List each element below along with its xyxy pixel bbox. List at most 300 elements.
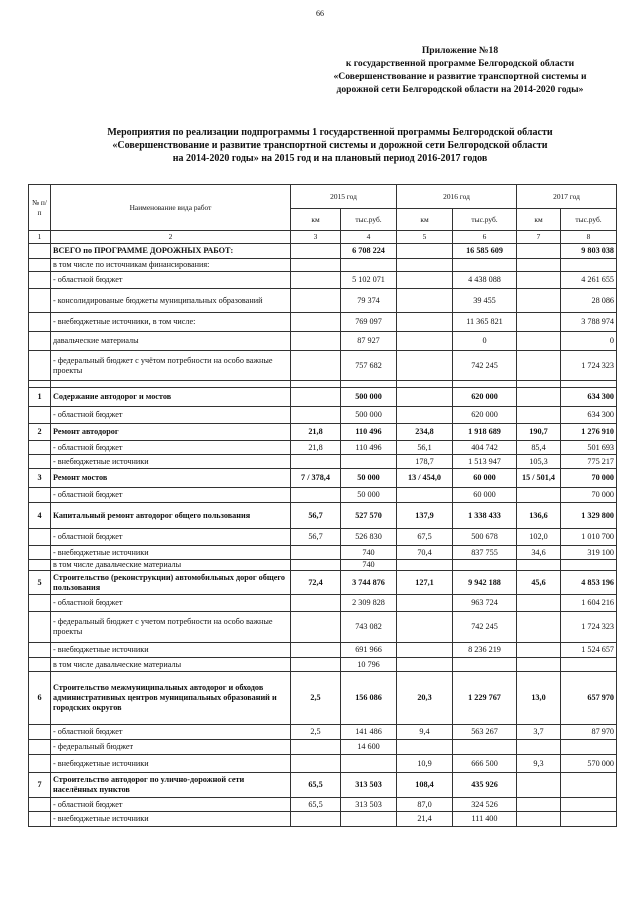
rub-2015: 3 744 876 [341,571,397,595]
appendix-line: к государственной программе Белгородской области [345,58,575,69]
km-2016: 108,4 [397,773,453,798]
rub-2015: 50 000 [341,488,397,503]
rub-2015: 500 000 [341,407,397,424]
rub-2017: 1 329 800 [561,503,617,529]
work-name: - областной бюджет [51,725,291,740]
rub-2016: 435 926 [453,773,517,798]
spacer-cell [453,381,517,388]
row-number [29,488,51,503]
km-2015: 2,5 [291,672,341,725]
rub-2015: 2 309 828 [341,595,397,612]
km-2015 [291,388,341,407]
spacer-cell [341,381,397,388]
km-2016: 87,0 [397,798,453,812]
rub-2016: 500 678 [453,529,517,546]
table-row [29,755,617,773]
rub-2015 [341,259,397,272]
work-name: в том числе давальческие материалы [51,658,291,672]
km-2016: 56,1 [397,441,453,455]
km-2015 [291,755,341,773]
colnum: 8 [561,231,617,244]
km-2016 [397,658,453,672]
km-2015: 21,8 [291,441,341,455]
km-2016 [397,388,453,407]
km-2017: 102,0 [517,529,561,546]
colnum: 5 [397,231,453,244]
row-number [29,272,51,289]
km-2015: 7 / 378,4 [291,469,341,488]
appendix-line: дорожной сети Белгородской области на 2014-2020 годы» [336,84,584,95]
rub-2016: 837 755 [453,546,517,560]
km-2017: 85,4 [517,441,561,455]
table-row [29,332,617,351]
work-name: - внебюджетные источники [51,812,291,827]
km-2015: 56,7 [291,529,341,546]
work-name: в том числе давальческие материалы [51,560,291,571]
row-number: 7 [29,773,51,798]
table-row [29,407,617,424]
work-name: давальческие материалы [51,332,291,351]
row-number [29,755,51,773]
table-row [29,381,617,388]
row-number: 3 [29,469,51,488]
row-number [29,529,51,546]
rub-2016: 9 942 188 [453,571,517,595]
km-2016: 67,5 [397,529,453,546]
table-body [29,244,617,827]
title-line: Мероприятия по реализации подпрограммы 1 государственной программы Белгородской области [107,127,553,138]
km-2015 [291,455,341,469]
row-number [29,244,51,259]
km-2017: 45,6 [517,571,561,595]
appendix-line: «Совершенствование и развитие транспортной системы и [333,71,587,82]
work-name: Ремонт автодорог [51,424,291,441]
table-row [29,560,617,571]
km-2016 [397,612,453,643]
km-2015 [291,812,341,827]
rub-2017 [561,812,617,827]
row-number: 2 [29,424,51,441]
rub-2015: 500 000 [341,388,397,407]
row-number [29,725,51,740]
rub-2016: 60 000 [453,488,517,503]
rub-2015: 87 927 [341,332,397,351]
work-name: в том числе по источникам финансирования: [51,259,291,272]
rub-2017: 1 010 700 [561,529,617,546]
km-2016: 127,1 [397,571,453,595]
rub-2017: 28 086 [561,289,617,313]
km-2015 [291,289,341,313]
rub-2017 [561,740,617,755]
rub-2016: 111 400 [453,812,517,827]
row-number [29,546,51,560]
rub-2015: 769 097 [341,313,397,332]
km-2016: 21,4 [397,812,453,827]
km-2015 [291,313,341,332]
km-2015 [291,351,341,381]
km-2015 [291,740,341,755]
km-2015 [291,546,341,560]
rub-2016: 963 724 [453,595,517,612]
rub-2016: 742 245 [453,351,517,381]
table-row [29,612,617,643]
work-name: Ремонт мостов [51,469,291,488]
rub-2015: 141 486 [341,725,397,740]
km-2016: 137,9 [397,503,453,529]
km-2016 [397,259,453,272]
table-row [29,289,617,313]
rub-2017: 4 261 655 [561,272,617,289]
row-number [29,740,51,755]
km-2017 [517,332,561,351]
header-km: км [291,209,341,231]
km-2016: 70,4 [397,546,453,560]
km-2017 [517,272,561,289]
header-2017: 2017 год [517,185,617,209]
work-name: - внебюджетные источники [51,755,291,773]
rub-2015: 691 966 [341,643,397,658]
km-2015 [291,259,341,272]
header-name: Наименование вида работ [51,185,291,231]
table-row [29,798,617,812]
rub-2017: 319 100 [561,546,617,560]
km-2016 [397,740,453,755]
km-2016 [397,272,453,289]
row-number [29,812,51,827]
km-2015 [291,407,341,424]
rub-2015: 5 102 071 [341,272,397,289]
km-2016 [397,488,453,503]
row-number [29,643,51,658]
header-km: км [517,209,561,231]
table-row [29,773,617,798]
table-row [29,503,617,529]
colnum: 7 [517,231,561,244]
rub-2017: 501 693 [561,441,617,455]
km-2017: 34,6 [517,546,561,560]
appendix-caption [300,44,620,96]
rub-2015: 50 000 [341,469,397,488]
rub-2017: 1 604 216 [561,595,617,612]
rub-2016: 4 438 088 [453,272,517,289]
km-2015: 2,5 [291,725,341,740]
km-2015 [291,488,341,503]
km-2016 [397,351,453,381]
km-2015: 65,5 [291,773,341,798]
km-2017 [517,289,561,313]
km-2017: 13,0 [517,672,561,725]
rub-2015: 14 600 [341,740,397,755]
rub-2017: 70 000 [561,488,617,503]
km-2017 [517,798,561,812]
work-name: ВСЕГО по ПРОГРАММЕ ДОРОЖНЫХ РАБОТ: [51,244,291,259]
spacer-cell [29,381,51,388]
row-number: 5 [29,571,51,595]
work-name: - областной бюджет [51,272,291,289]
rub-2017: 775 217 [561,455,617,469]
rub-2016: 324 526 [453,798,517,812]
rub-2017: 0 [561,332,617,351]
table-row [29,546,617,560]
header-2016: 2016 год [397,185,517,209]
km-2016: 10,9 [397,755,453,773]
table-row [29,313,617,332]
table-row [29,441,617,455]
km-2017 [517,244,561,259]
work-name: - внебюджетные источники [51,546,291,560]
work-name: - внебюджетные источники [51,455,291,469]
km-2016 [397,244,453,259]
rub-2015 [341,812,397,827]
km-2015 [291,612,341,643]
km-2015 [291,595,341,612]
km-2015 [291,658,341,672]
rub-2016: 1 229 767 [453,672,517,725]
km-2016: 20,3 [397,672,453,725]
table-row [29,529,617,546]
work-name: Строительство автодорог по улично-дорожной сети населённых пунктов [51,773,291,798]
table-row [29,643,617,658]
km-2016 [397,332,453,351]
km-2017 [517,313,561,332]
km-2015 [291,332,341,351]
rub-2015: 527 570 [341,503,397,529]
km-2017: 9,3 [517,755,561,773]
rub-2017: 87 970 [561,725,617,740]
work-name: Содержание автодорог и мостов [51,388,291,407]
rub-2017: 634 300 [561,388,617,407]
km-2017: 105,3 [517,455,561,469]
rub-2017 [561,798,617,812]
row-number [29,332,51,351]
table-row [29,658,617,672]
km-2016 [397,643,453,658]
km-2016 [397,289,453,313]
row-number [29,351,51,381]
rub-2015: 156 086 [341,672,397,725]
table-row [29,469,617,488]
table-row [29,595,617,612]
km-2015 [291,643,341,658]
rub-2016: 11 365 821 [453,313,517,332]
km-2015 [291,560,341,571]
row-number: 6 [29,672,51,725]
km-2016 [397,407,453,424]
work-name: - областной бюджет [51,441,291,455]
km-2017 [517,612,561,643]
header-num: № п/п [29,185,51,231]
km-2016 [397,313,453,332]
km-2016 [397,560,453,571]
rub-2016: 39 455 [453,289,517,313]
table-row [29,571,617,595]
rub-2017 [561,560,617,571]
row-number [29,560,51,571]
work-name: - федеральный бюджет с учётом потребности на особо важные проекты [51,351,291,381]
header-rub: тыс.руб. [453,209,517,231]
rub-2016: 16 585 609 [453,244,517,259]
rub-2017: 657 970 [561,672,617,725]
row-number: 4 [29,503,51,529]
rub-2016: 60 000 [453,469,517,488]
row-number [29,595,51,612]
rub-2015: 79 374 [341,289,397,313]
colnum: 3 [291,231,341,244]
work-name: - внебюджетные источники [51,643,291,658]
rub-2016: 1 918 689 [453,424,517,441]
table-row [29,740,617,755]
appendix-line: Приложение №18 [421,45,499,56]
row-number [29,612,51,643]
row-number [29,407,51,424]
rub-2017: 634 300 [561,407,617,424]
row-number [29,658,51,672]
table-row [29,259,617,272]
rub-2017 [561,658,617,672]
header-2015: 2015 год [291,185,397,209]
rub-2015: 110 496 [341,424,397,441]
table-row [29,455,617,469]
page-number: 66 [316,9,324,18]
rub-2017: 70 000 [561,469,617,488]
rub-2016 [453,560,517,571]
table-row [29,672,617,725]
title-line: «Совершенствование и развитие транспортной системы и дорожной сети Белгородской области [112,140,548,151]
work-name: - внебюджетные источники, в том числе: [51,313,291,332]
km-2017 [517,407,561,424]
km-2016: 234,8 [397,424,453,441]
km-2015 [291,272,341,289]
colnum: 2 [51,231,291,244]
km-2016 [397,595,453,612]
km-2017 [517,259,561,272]
row-number [29,313,51,332]
rub-2015: 10 796 [341,658,397,672]
spacer-cell [291,381,341,388]
rub-2015 [341,455,397,469]
km-2015: 65,5 [291,798,341,812]
table-row [29,424,617,441]
rub-2015 [341,755,397,773]
row-number [29,441,51,455]
row-number: 1 [29,388,51,407]
rub-2017: 570 000 [561,755,617,773]
km-2016: 13 / 454,0 [397,469,453,488]
km-2017 [517,388,561,407]
row-number [29,289,51,313]
measures-table [28,184,617,827]
work-name: - федеральный бюджет [51,740,291,755]
km-2017 [517,351,561,381]
rub-2016: 742 245 [453,612,517,643]
rub-2016 [453,740,517,755]
work-name: Строительство межмуниципальных автодорог и обходов административных центров муниципальных образований и городских округов [51,672,291,725]
km-2016: 178,7 [397,455,453,469]
km-2015 [291,244,341,259]
rub-2017 [561,259,617,272]
rub-2016: 1 338 433 [453,503,517,529]
km-2017: 15 / 501,4 [517,469,561,488]
row-number [29,259,51,272]
work-name: - областной бюджет [51,407,291,424]
work-name: - консолидированые бюджеты муниципальных образований [51,289,291,313]
km-2017 [517,740,561,755]
work-name: - областной бюджет [51,595,291,612]
table-row [29,812,617,827]
rub-2017: 1 724 323 [561,351,617,381]
table-row [29,725,617,740]
rub-2017: 4 853 196 [561,571,617,595]
rub-2016: 620 000 [453,407,517,424]
km-2017 [517,812,561,827]
rub-2015: 740 [341,560,397,571]
header-km: км [397,209,453,231]
work-name: - областной бюджет [51,798,291,812]
km-2017 [517,595,561,612]
rub-2016: 666 500 [453,755,517,773]
colnum: 6 [453,231,517,244]
work-name: Строительство (реконструкции) автомобильных дорог общего пользования [51,571,291,595]
spacer-cell [561,381,617,388]
rub-2016: 8 236 219 [453,643,517,658]
km-2017: 3,7 [517,725,561,740]
rub-2017: 1 276 910 [561,424,617,441]
spacer-cell [517,381,561,388]
row-number [29,798,51,812]
rub-2016: 1 513 947 [453,455,517,469]
table-row [29,488,617,503]
rub-2017: 1 524 657 [561,643,617,658]
km-2017 [517,488,561,503]
spacer-cell [51,381,291,388]
table-row [29,244,617,259]
row-number [29,455,51,469]
rub-2016 [453,259,517,272]
km-2017: 136,6 [517,503,561,529]
rub-2016 [453,658,517,672]
rub-2016: 404 742 [453,441,517,455]
table-row [29,272,617,289]
rub-2015: 743 082 [341,612,397,643]
work-name: - федеральный бюджет с учетом потребности на особо важные проекты [51,612,291,643]
rub-2016: 563 267 [453,725,517,740]
title-line: на 2014-2020 годы» на 2015 год и на плановый период 2016-2017 годов [172,153,488,164]
km-2015: 56,7 [291,503,341,529]
rub-2015: 740 [341,546,397,560]
rub-2017: 9 803 038 [561,244,617,259]
km-2017 [517,560,561,571]
rub-2016: 620 000 [453,388,517,407]
km-2016: 9,4 [397,725,453,740]
header-rub: тыс.руб. [341,209,397,231]
rub-2016: 0 [453,332,517,351]
colnum: 1 [29,231,51,244]
document-title [40,126,620,165]
rub-2017: 1 724 323 [561,612,617,643]
km-2015: 21,8 [291,424,341,441]
km-2017: 190,7 [517,424,561,441]
table-row [29,351,617,381]
rub-2017: 3 788 974 [561,313,617,332]
work-name: Капитальный ремонт автодорог общего пользования [51,503,291,529]
rub-2015: 6 708 224 [341,244,397,259]
km-2017 [517,658,561,672]
header-rub: тыс.руб. [561,209,617,231]
colnum: 4 [341,231,397,244]
table-row [29,388,617,407]
km-2015: 72,4 [291,571,341,595]
rub-2015: 313 503 [341,798,397,812]
